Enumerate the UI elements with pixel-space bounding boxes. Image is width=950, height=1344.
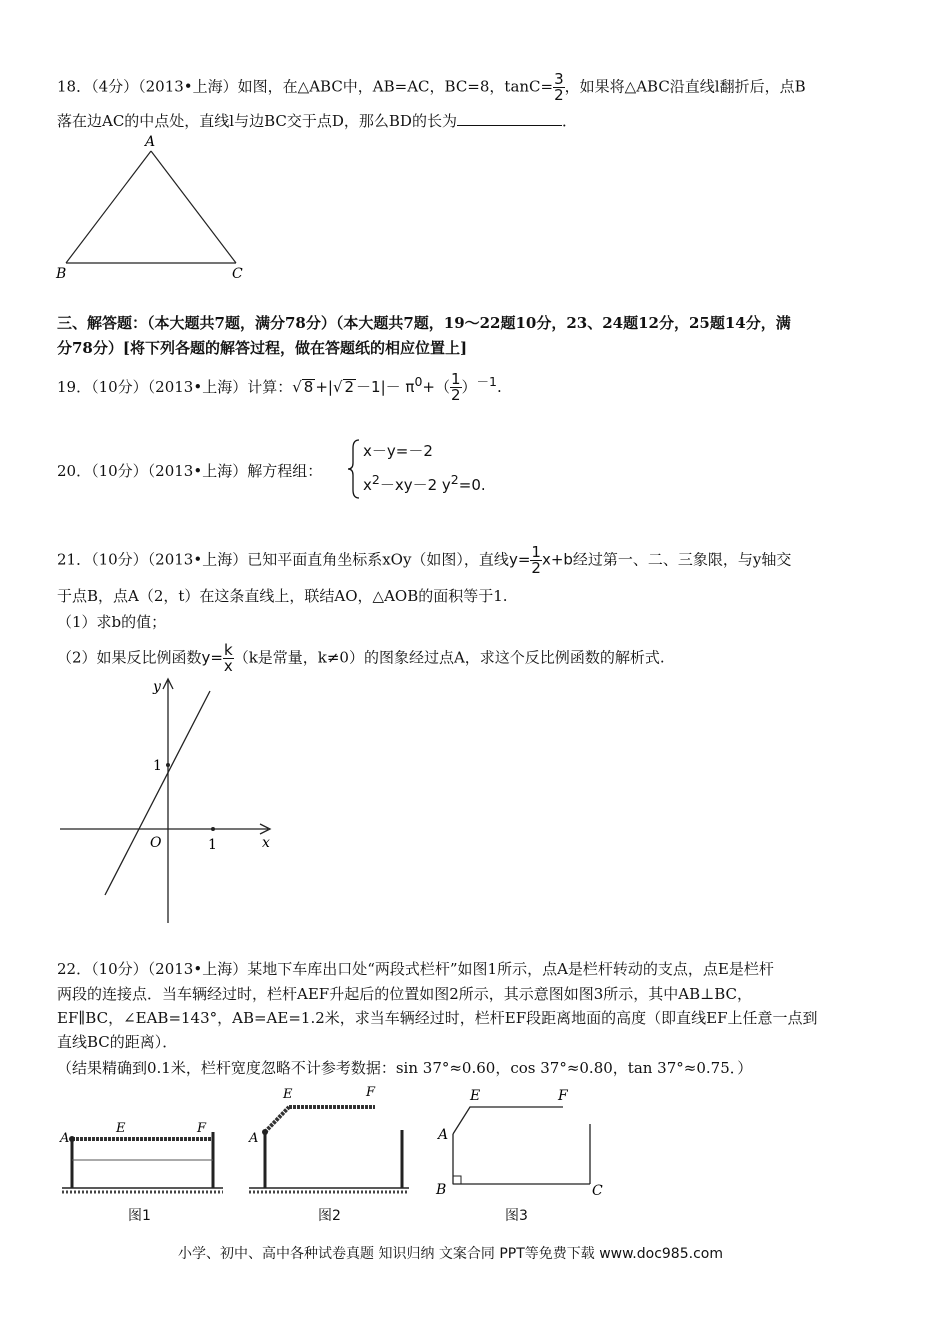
q21-frac-den: 2 (531, 559, 541, 577)
label-a: A (145, 134, 156, 150)
side-ac (151, 151, 236, 263)
pivot-a (69, 1136, 75, 1142)
y-tick-label: 1 (153, 758, 162, 774)
q21-frac-num: 1 (531, 543, 541, 561)
q18-frac-den: 2 (554, 86, 564, 104)
q19-exp: －1 (476, 374, 497, 389)
fig3-label-f: F (558, 1088, 568, 1104)
q21-part2-y: y= (201, 648, 223, 667)
q18-line2 (57, 110, 577, 131)
fig2-caption: 图2 (318, 1208, 341, 1224)
q21-frac-k: k (224, 641, 233, 659)
q21-coordinate-figure (55, 675, 285, 930)
q21-part2-a: （2）如果反比例函数 (57, 648, 202, 667)
q19-plus: +（ (422, 378, 450, 396)
q20-prefix: 20．（10分）（2013•上海）解方程组： (57, 462, 323, 480)
q19-line: 19．（10分）（2013•上海）计算：√ 8 +|√ $2 -1|- \pi^0+$（ $\frac{1}{2}$ ）$^{-1}$. (57, 370, 502, 404)
q20-eq2-exp2: 2 (450, 472, 459, 487)
q21-line2: 于点B，点A（2，t）在这条直线上，联结AO，△AOB的面积等于1. (57, 587, 508, 605)
q19-close: ） (461, 378, 477, 396)
line-y-half-x-plus-b (105, 691, 210, 895)
origin-label: O (150, 835, 162, 851)
fig2-label-f: F (366, 1085, 376, 1100)
label-b: B (56, 266, 67, 282)
q19-prefix: 19．（10分）（2013•上海）计算： (57, 378, 293, 396)
fig3-label-a: A (438, 1127, 449, 1143)
pivot-a (262, 1129, 268, 1135)
q22-line3: EF∥BC，∠EAB=143°，AB=AE=1.2米，求当车辆经过时，栏杆EF段距离地面的高度（即直线EF上任意一点到 (57, 1009, 818, 1027)
x-tick-label: 1 (208, 837, 217, 853)
fig2-label-a: A (249, 1131, 259, 1146)
point-x1 (211, 827, 215, 831)
q21-fraction (530, 545, 542, 576)
q18-triangle-figure (50, 132, 260, 282)
q20-eq1: x－y=－2 (363, 442, 433, 460)
x-axis-label: x (262, 835, 270, 851)
fig3-label-c: C (592, 1183, 603, 1199)
fig2-label-e: E (283, 1087, 293, 1102)
fig3-label-e: E (470, 1088, 481, 1104)
footer-text: 小学、初中、高中各种试卷真题 知识归纳 文案合同 PPT等免费下载 www.doc985.com (178, 1246, 723, 1262)
q22-line2: 两段的连接点．当车辆经过时，栏杆AEF升起后的位置如图2所示，其示意图如图3所示，其中AB⊥BC， (57, 985, 753, 1003)
q19-fraction (450, 372, 462, 403)
q20-eq2-c: =0 (458, 476, 481, 494)
y-axis-label: y (153, 679, 161, 695)
fig3-label-b: B (436, 1182, 447, 1198)
q18-fraction (553, 72, 565, 103)
point-b (166, 763, 170, 767)
q18-text-a: 18．（4分）（2013•上海）如图，在△ABC中，AB=AC，BC=8，tanC= (57, 77, 554, 96)
q21-line-y: y= (508, 550, 531, 569)
q20-eq2-exp1: 2 (371, 472, 380, 487)
q22-figure2 (243, 1082, 413, 1198)
q21-part2 (57, 643, 665, 674)
q21-part1: （1）求b的值； (57, 613, 167, 631)
q21-part2-b: （k是常量，k≠0）的图象经过点A，求这个反比例函数的解析式. (233, 648, 665, 667)
q22-line4: 直线BC的距离）． (57, 1033, 178, 1051)
label-c: C (232, 266, 243, 282)
q19-end: . (497, 378, 502, 396)
q19-frac-den: 2 (450, 386, 461, 404)
q20-eq2 (363, 472, 486, 495)
q22-figure1 (58, 1112, 228, 1198)
q19-exp0: 0 (414, 374, 423, 389)
q18-text-b: ，如果将△ABC沿直线l翻折后，点B (564, 77, 806, 96)
q22-line1: 22．（10分）（2013•上海）某地下车库出口处“两段式栏杆”如图1所示，点A是栏杆转动的支点，点E是栏杆 (57, 960, 774, 978)
q19-sqrt8: 8 (303, 378, 314, 396)
q21-k-over-x (223, 643, 234, 674)
answer-blank (457, 111, 562, 126)
q19-after: －1|－ π (356, 378, 415, 396)
line-aef (453, 1107, 563, 1134)
fig1-label-f: F (197, 1121, 207, 1136)
q21-frac-x: x (223, 657, 233, 675)
q18-text-c: 落在边AC的中点处，直线l与边BC交于点D，那么BD的长为 (57, 112, 457, 130)
q20-eq2-b: －xy－2 y (379, 476, 451, 494)
q21-text-b: 经过第一、二、三象限，与y轴交 (572, 550, 792, 569)
right-angle-mark (453, 1176, 461, 1184)
barrier-ae (265, 1107, 289, 1132)
q21-line-rest: x+b (541, 550, 573, 569)
q19-mid: +| (315, 378, 333, 396)
fig1-caption: 图1 (128, 1208, 151, 1224)
fig1-label-a: A (60, 1131, 70, 1146)
q19-frac-num: 1 (450, 370, 461, 388)
q18-frac-num: 3 (554, 70, 564, 88)
q20-eq2-a: x (363, 476, 372, 494)
q20-brace (347, 438, 361, 500)
section3-heading-line2: 分78分）[将下列各题的解答过程，做在答题纸的相应位置上] (57, 339, 468, 357)
q21-text-a: 21．（10分）（2013•上海）已知平面直角坐标系xOy（如图），直线 (57, 550, 509, 569)
section3-heading-line1: 三、解答题：（本大题共7题，满分78分）（本大题共7题，19～22题10分，23、24题12分，25题14分，满 (57, 314, 791, 332)
q22-line5: （结果精确到0.1米，栏杆宽度忽略不计参考数据：sin 37°≈0.60，cos 37°≈0.80，tan 37°≈0.75．） (57, 1059, 753, 1077)
fig1-label-e: E (116, 1121, 126, 1136)
q20-end: . (480, 476, 486, 494)
q18-end: ． (561, 112, 577, 130)
q22-figure3 (430, 1082, 610, 1200)
fig3-caption: 图3 (505, 1208, 528, 1224)
q19-sqrt2: 2 (344, 378, 355, 396)
q21-line1 (57, 545, 791, 576)
q18-line1 (57, 72, 806, 103)
side-ab (66, 151, 151, 263)
